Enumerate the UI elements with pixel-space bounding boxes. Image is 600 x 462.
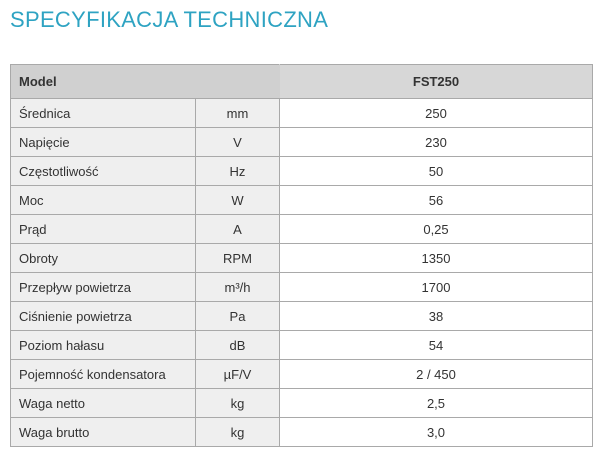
param-unit: A bbox=[196, 215, 280, 244]
spec-table bbox=[10, 64, 593, 447]
param-name: Częstotliwość bbox=[11, 157, 196, 186]
table-row bbox=[11, 128, 593, 157]
table-row bbox=[11, 302, 593, 331]
param-value: 250 bbox=[280, 99, 593, 128]
model-value: FST250 bbox=[280, 65, 593, 99]
param-value: 230 bbox=[280, 128, 593, 157]
table-row bbox=[11, 389, 593, 418]
param-value: 2 / 450 bbox=[280, 360, 593, 389]
param-name: Waga netto bbox=[11, 389, 196, 418]
table-row bbox=[11, 273, 593, 302]
table-row bbox=[11, 360, 593, 389]
param-unit: W bbox=[196, 186, 280, 215]
param-value: 1700 bbox=[280, 273, 593, 302]
param-name: Średnica bbox=[11, 99, 196, 128]
table-row bbox=[11, 215, 593, 244]
table-row bbox=[11, 418, 593, 447]
table-row bbox=[11, 244, 593, 273]
param-name: Prąd bbox=[11, 215, 196, 244]
param-value: 54 bbox=[280, 331, 593, 360]
param-name: Waga brutto bbox=[11, 418, 196, 447]
param-name: Obroty bbox=[11, 244, 196, 273]
param-value: 38 bbox=[280, 302, 593, 331]
param-unit: kg bbox=[196, 389, 280, 418]
table-row bbox=[11, 157, 593, 186]
model-label: Model bbox=[11, 65, 280, 99]
param-unit: µF/V bbox=[196, 360, 280, 389]
param-name: Ciśnienie powietrza bbox=[11, 302, 196, 331]
param-value: 56 bbox=[280, 186, 593, 215]
param-unit: Hz bbox=[196, 157, 280, 186]
param-unit: V bbox=[196, 128, 280, 157]
param-name: Przepływ powietrza bbox=[11, 273, 196, 302]
param-value: 2,5 bbox=[280, 389, 593, 418]
table-header-row bbox=[11, 65, 593, 99]
page-title: SPECYFIKACJA TECHNICZNA bbox=[10, 7, 329, 32]
param-unit: kg bbox=[196, 418, 280, 447]
param-unit: mm bbox=[196, 99, 280, 128]
table-row bbox=[11, 331, 593, 360]
param-value: 3,0 bbox=[280, 418, 593, 447]
param-unit: dB bbox=[196, 331, 280, 360]
param-value: 1350 bbox=[280, 244, 593, 273]
table-row bbox=[11, 186, 593, 215]
param-unit: RPM bbox=[196, 244, 280, 273]
param-value: 50 bbox=[280, 157, 593, 186]
param-unit: m³/h bbox=[196, 273, 280, 302]
param-name: Pojemność kondensatora bbox=[11, 360, 196, 389]
table-row bbox=[11, 99, 593, 128]
param-unit: Pa bbox=[196, 302, 280, 331]
param-name: Moc bbox=[11, 186, 196, 215]
param-value: 0,25 bbox=[280, 215, 593, 244]
param-name: Poziom hałasu bbox=[11, 331, 196, 360]
param-name: Napięcie bbox=[11, 128, 196, 157]
